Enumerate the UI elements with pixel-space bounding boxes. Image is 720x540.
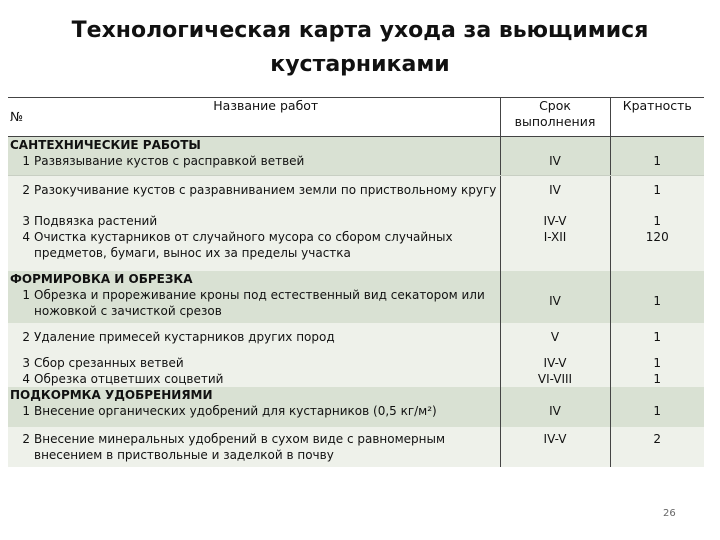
row-work: Внесение органических удобрений для кустарников (0,5 кг/м²)	[34, 404, 437, 418]
row-frequency: 1	[610, 175, 704, 213]
row-number: 1	[22, 404, 30, 418]
table-row	[8, 153, 704, 175]
row-term: IV-V	[500, 213, 610, 229]
row-term: IV	[500, 175, 610, 213]
header-frequency: Кратность	[610, 98, 704, 137]
row-frequency: 1	[610, 323, 704, 351]
row-number: 2	[22, 330, 30, 344]
row-work: Развязывание кустов с расправкой ветвей	[32, 153, 500, 175]
row-number: 1	[8, 153, 32, 175]
section-title: САНТЕХНИЧЕСКИЕ РАБОТЫ	[10, 138, 201, 152]
table-row	[8, 287, 704, 323]
row-number: 2	[22, 432, 30, 446]
header-work-name: Название работ	[32, 98, 500, 137]
row-number: 3	[22, 214, 30, 228]
title-line-1: Технологическая карта ухода за вьющимися	[71, 18, 649, 43]
table-row	[8, 323, 704, 351]
header-term	[500, 98, 610, 137]
page-title	[30, 14, 690, 82]
section-row	[8, 387, 704, 403]
row-term: VI-VIII	[500, 371, 610, 387]
row-number: 2	[22, 182, 30, 197]
row-term: IV-V	[500, 351, 610, 371]
section-title: ПОДКОРМКА УДОБРЕНИЯМИ	[10, 388, 213, 402]
table-row	[8, 427, 704, 467]
row-term: IV	[500, 153, 610, 175]
table-row	[8, 351, 704, 371]
row-frequency: 1	[610, 351, 704, 371]
table-row	[8, 229, 704, 271]
title-line-2: кустарниками	[270, 52, 450, 77]
row-work: Разокучивание кустов с разравниванием земли по приствольному кругу	[34, 182, 497, 197]
row-term: V	[500, 323, 610, 351]
row-work: Обрезка отцветших соцветий	[34, 372, 224, 386]
row-frequency: 1	[610, 153, 704, 175]
section-title: ФОРМИРОВКА И ОБРЕЗКА	[10, 272, 193, 286]
page-number: 26	[663, 508, 676, 519]
row-frequency: 2	[610, 427, 704, 467]
table-row	[8, 403, 704, 427]
row-number: 4	[22, 230, 30, 244]
row-term: I-XII	[500, 229, 610, 271]
row-number: 4	[22, 372, 30, 386]
row-number: 1	[22, 288, 30, 302]
row-term: IV	[500, 287, 610, 323]
row-term: IV	[500, 403, 610, 427]
table-row	[8, 371, 704, 387]
row-work: Подвязка растений	[34, 214, 158, 228]
header-row	[8, 98, 704, 137]
row-frequency: 1	[610, 213, 704, 229]
row-frequency: 1	[610, 403, 704, 427]
row-work: Сбор срезанных ветвей	[34, 356, 184, 370]
header-term-line-1: Срок	[539, 98, 571, 113]
row-number: 3	[22, 356, 30, 370]
section-row	[8, 271, 704, 287]
row-frequency: 120	[610, 229, 704, 271]
header-term-line-2: выполнения	[514, 114, 596, 129]
row-frequency: 1	[610, 287, 704, 323]
table-row	[8, 175, 704, 213]
section-row	[8, 137, 704, 154]
care-schedule-table	[8, 97, 704, 467]
row-term: IV-V	[500, 427, 610, 467]
table-row	[8, 213, 704, 229]
row-work: Очистка кустарников от случайного мусора со сбором случайных предметов, бумаги, вынос их за пределы участка	[34, 230, 453, 260]
header-number: №	[8, 98, 32, 137]
row-frequency: 1	[610, 371, 704, 387]
row-work: Обрезка и прореживание кроны под естественный вид секатором или ножовкой с зачисткой срезов	[34, 288, 485, 318]
row-work: Внесение минеральных удобрений в сухом виде с равномерным внесением в приствольные и заделкой в почву	[34, 432, 446, 462]
row-work: Удаление примесей кустарников других пород	[34, 330, 335, 344]
